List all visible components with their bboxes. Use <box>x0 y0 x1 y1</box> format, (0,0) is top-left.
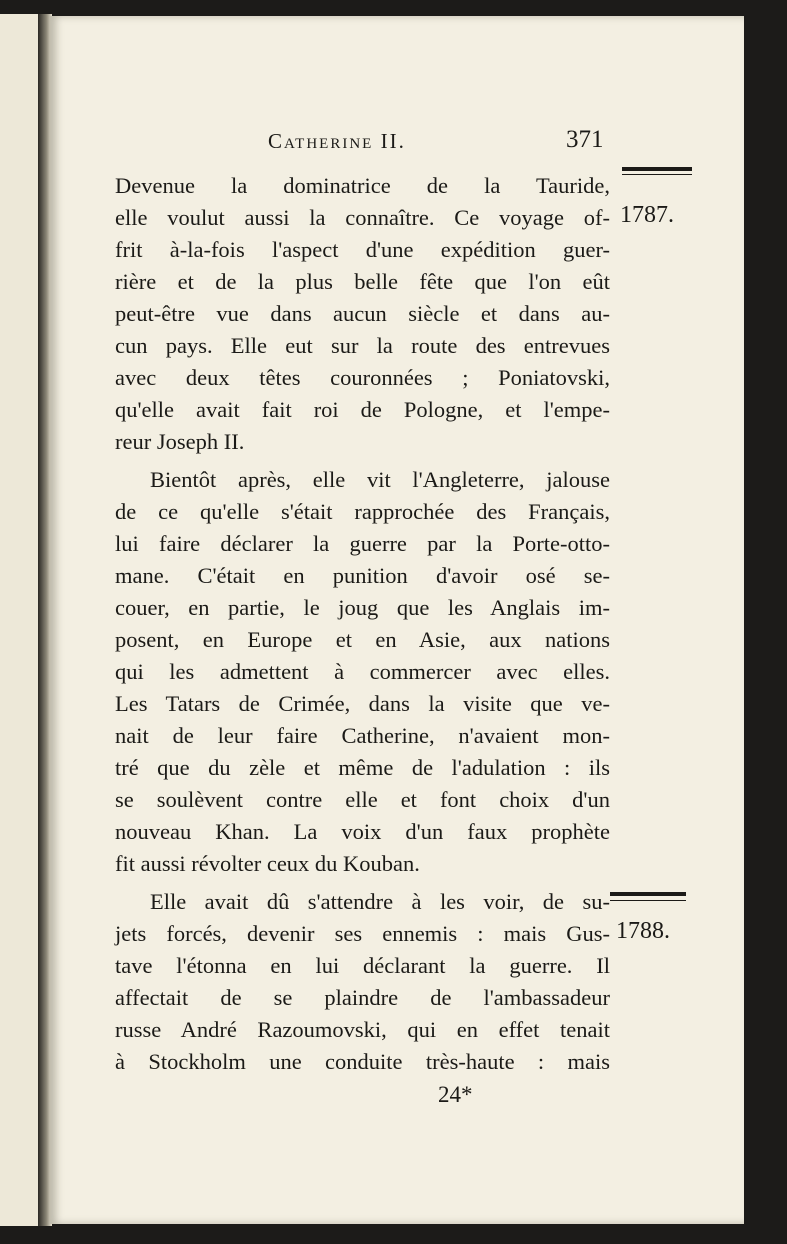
book-page <box>50 16 744 1224</box>
text-line: lui faire déclarer la guerre par la Porte-otto- <box>115 531 610 556</box>
text-line: nouveau Khan. La voix d'un faux prophète <box>115 819 610 844</box>
margin-rule <box>622 174 692 175</box>
text-line: peut-être vue dans aucun siècle et dans au- <box>115 301 610 326</box>
text-line: tré que du zèle et même de l'adulation : ils <box>115 755 610 780</box>
text-line: Les Tatars de Crimée, dans la visite que ve- <box>115 691 610 716</box>
signature-mark: 24* <box>438 1082 473 1107</box>
text-line: qu'elle avait fait roi de Pologne, et l'empe- <box>115 397 610 422</box>
text-line: nait de leur faire Catherine, n'avaient mon- <box>115 723 610 748</box>
previous-page-edge <box>0 14 38 1226</box>
margin-year: 1787. <box>620 202 674 228</box>
text-line: se soulèvent contre elle et font choix d'un <box>115 787 610 812</box>
text-line: posent, en Europe et en Asie, aux nations <box>115 627 610 652</box>
text-line: à Stockholm une conduite très-haute : mais <box>115 1049 610 1074</box>
text-line: mane. C'était en punition d'avoir osé se- <box>115 563 610 588</box>
text-line: Elle avait dû s'attendre à les voir, de su- <box>150 889 610 914</box>
margin-rule <box>610 900 686 901</box>
text-line: affectait de se plaindre de l'ambassadeur <box>115 985 610 1010</box>
margin-year: 1788. <box>616 918 670 944</box>
text-line: rière et de la plus belle fête que l'on eût <box>115 269 610 294</box>
text-line: reur Joseph II. <box>115 429 245 454</box>
page-header <box>50 126 744 160</box>
text-line: avec deux têtes couronnées ; Poniatovski, <box>115 365 610 390</box>
margin-rule <box>610 892 686 896</box>
text-line: russe André Razoumovski, qui en effet tenait <box>115 1017 610 1042</box>
page-number: 371 <box>566 126 604 153</box>
text-line: Bientôt après, elle vit l'Angleterre, jalouse <box>150 467 610 492</box>
text-line: Devenue la dominatrice de la Tauride, <box>115 173 610 198</box>
text-line: qui les admettent à commercer avec elles. <box>115 659 610 684</box>
text-line: tave l'étonna en lui déclarant la guerre. Il <box>115 953 610 978</box>
text-line: frit à-la-fois l'aspect d'une expédition guer- <box>115 237 610 262</box>
text-line: de ce qu'elle s'était rapprochée des Français, <box>115 499 610 524</box>
running-head: Catherine II. <box>268 129 406 153</box>
text-line: couer, en partie, le joug que les Anglais im- <box>115 595 610 620</box>
text-line: fit aussi révolter ceux du Kouban. <box>115 851 420 876</box>
text-line: cun pays. Elle eut sur la route des entrevues <box>115 333 610 358</box>
text-line: elle voulut aussi la connaître. Ce voyage of- <box>115 205 610 230</box>
margin-rule <box>622 167 692 171</box>
text-line: jets forcés, devenir ses ennemis : mais Gus- <box>115 921 610 946</box>
